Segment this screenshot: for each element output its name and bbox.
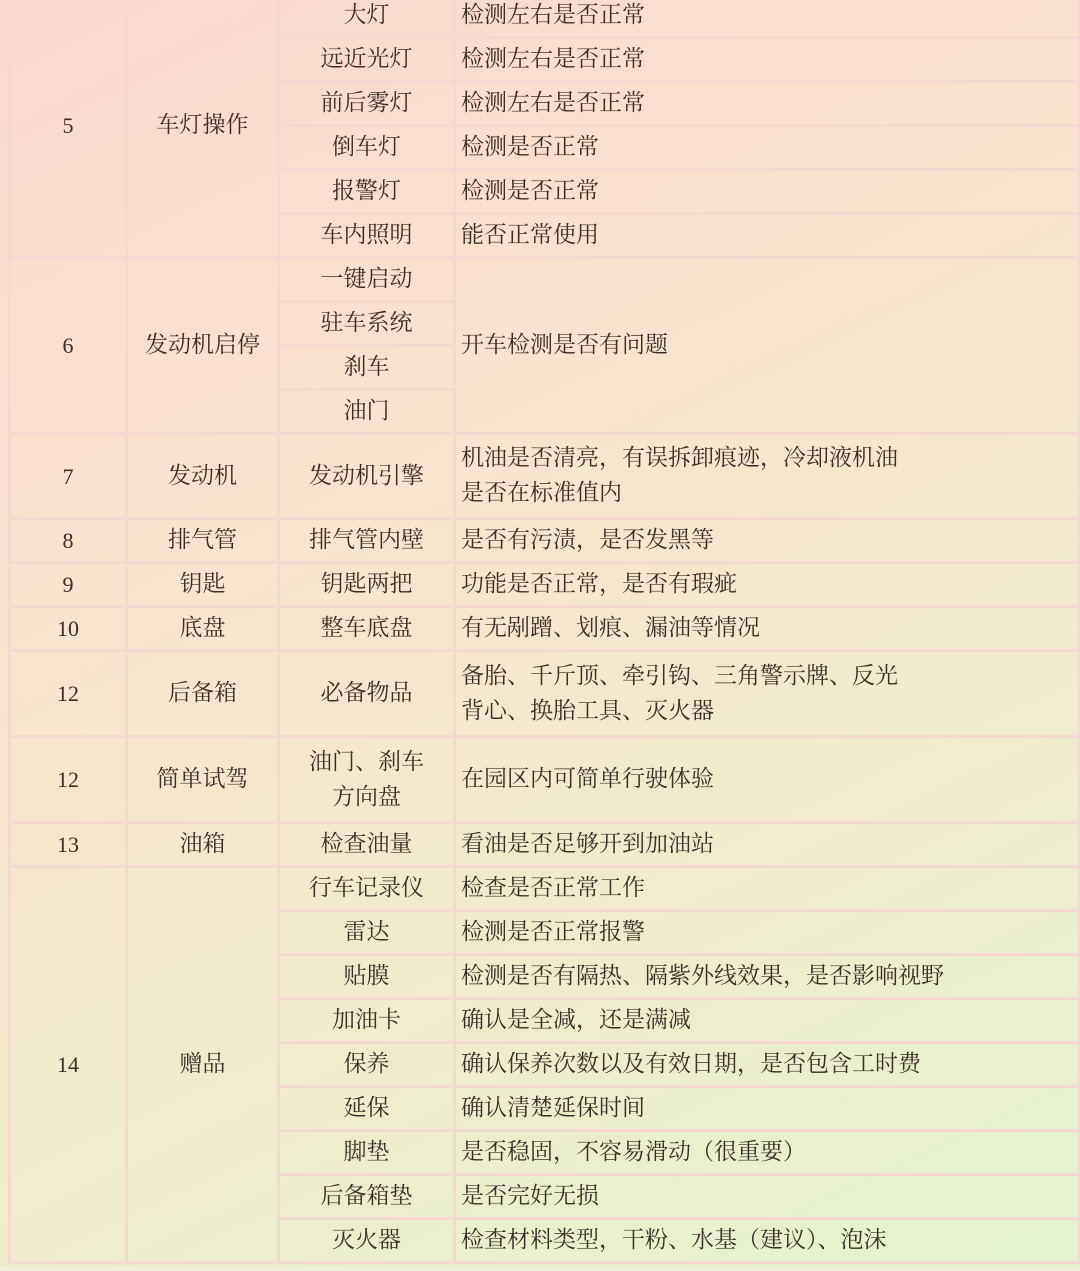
description-cell: 确认保养次数以及有效日期，是否包含工时费 — [455, 1043, 1080, 1087]
item-cell: 油门、刹车 方向盘 — [279, 737, 455, 823]
table-row — [10, 258, 1080, 302]
description-cell: 确认是全减，还是满减 — [455, 999, 1080, 1043]
description-cell: 有无剐蹭、划痕、漏油等情况 — [455, 607, 1080, 651]
row-number: 9 — [10, 563, 127, 607]
category-cell: 发动机 — [127, 434, 279, 519]
item-cell: 雷达 — [279, 911, 455, 955]
description-cell: 检测是否正常 — [455, 170, 1080, 214]
table-row — [10, 519, 1080, 563]
table-row — [10, 867, 1080, 911]
row-number: 7 — [10, 434, 127, 519]
category-cell: 排气管 — [127, 519, 279, 563]
description-cell: 看油是否足够开到加油站 — [455, 823, 1080, 867]
item-cell: 延保 — [279, 1087, 455, 1131]
description-cell: 是否完好无损 — [455, 1175, 1080, 1219]
row-number: 10 — [10, 607, 127, 651]
item-cell: 驻车系统 — [279, 302, 455, 346]
description-cell: 检测左右是否正常 — [455, 82, 1080, 126]
description-cell: 确认清楚延保时间 — [455, 1087, 1080, 1131]
category-cell: 钥匙 — [127, 563, 279, 607]
description-cell: 检查是否正常工作 — [455, 867, 1080, 911]
table-row — [10, 563, 1080, 607]
row-number: 8 — [10, 519, 127, 563]
bottom-divider — [0, 1267, 1080, 1271]
item-cell: 车内照明 — [279, 214, 455, 258]
category-cell: 油箱 — [127, 823, 279, 867]
table-row — [10, 0, 1080, 38]
item-cell: 发动机引擎 — [279, 434, 455, 519]
item-cell: 前后雾灯 — [279, 82, 455, 126]
description-cell: 检测是否有隔热、隔紫外线效果，是否影响视野 — [455, 955, 1080, 999]
row-number: 13 — [10, 823, 127, 867]
item-cell: 加油卡 — [279, 999, 455, 1043]
item-cell: 贴膜 — [279, 955, 455, 999]
item-cell: 一键启动 — [279, 258, 455, 302]
item-cell: 检查油量 — [279, 823, 455, 867]
description-cell: 是否稳固，不容易滑动（很重要） — [455, 1131, 1080, 1175]
description-cell: 备胎、千斤顶、牵引钩、三角警示牌、反光 背心、换胎工具、灭火器 — [455, 651, 1080, 737]
description-cell: 检测左右是否正常 — [455, 0, 1080, 38]
table-row — [10, 607, 1080, 651]
item-cell: 钥匙两把 — [279, 563, 455, 607]
item-cell: 报警灯 — [279, 170, 455, 214]
row-number: 12 — [10, 737, 127, 823]
checklist-table — [8, 0, 1080, 1264]
item-cell: 油门 — [279, 390, 455, 434]
description-cell: 能否正常使用 — [455, 214, 1080, 258]
item-cell: 灭火器 — [279, 1219, 455, 1263]
item-cell: 整车底盘 — [279, 607, 455, 651]
item-cell: 脚垫 — [279, 1131, 455, 1175]
item-cell: 必备物品 — [279, 651, 455, 737]
description-cell: 是否有污渍，是否发黑等 — [455, 519, 1080, 563]
row-number: 5 — [10, 0, 127, 258]
item-cell: 倒车灯 — [279, 126, 455, 170]
item-cell: 刹车 — [279, 346, 455, 390]
row-number: 12 — [10, 651, 127, 737]
item-cell: 排气管内壁 — [279, 519, 455, 563]
item-cell: 保养 — [279, 1043, 455, 1087]
category-cell: 简单试驾 — [127, 737, 279, 823]
item-cell: 远近光灯 — [279, 38, 455, 82]
category-cell: 后备箱 — [127, 651, 279, 737]
table-row — [10, 651, 1080, 737]
row-number: 14 — [10, 867, 127, 1263]
row-number: 6 — [10, 258, 127, 434]
description-cell: 检查材料类型，干粉、水基（建议）、泡沫 — [455, 1219, 1080, 1263]
category-cell: 底盘 — [127, 607, 279, 651]
table-row — [10, 434, 1080, 519]
table-row — [10, 737, 1080, 823]
description-cell: 在园区内可简单行驶体验 — [455, 737, 1080, 823]
item-cell: 行车记录仪 — [279, 867, 455, 911]
item-cell: 后备箱垫 — [279, 1175, 455, 1219]
description-cell: 开车检测是否有问题 — [455, 258, 1080, 434]
table-row — [10, 823, 1080, 867]
description-cell: 检测是否正常 — [455, 126, 1080, 170]
item-cell: 大灯 — [279, 0, 455, 38]
description-cell: 机油是否清亮，有误拆卸痕迹，冷却液机油 是否在标准值内 — [455, 434, 1080, 519]
description-cell: 检测是否正常报警 — [455, 911, 1080, 955]
category-cell: 赠品 — [127, 867, 279, 1263]
description-cell: 功能是否正常，是否有瑕疵 — [455, 563, 1080, 607]
description-cell: 检测左右是否正常 — [455, 38, 1080, 82]
category-cell: 车灯操作 — [127, 0, 279, 258]
category-cell: 发动机启停 — [127, 258, 279, 434]
